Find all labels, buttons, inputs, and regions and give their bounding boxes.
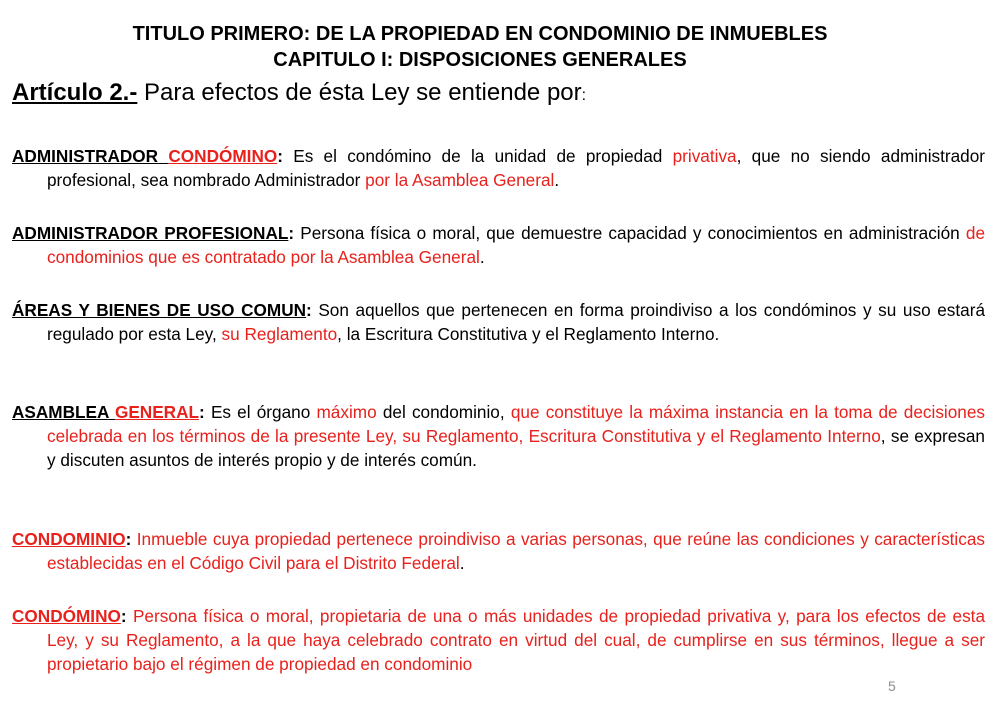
definition-text: Es el órgano [210,402,317,422]
definition-highlight: máximo [316,402,377,422]
definition-colon: : [125,529,137,549]
definition-colon: : [288,223,301,243]
definition-highlight: Inmueble cuya propiedad pertenece proindiviso a varias personas, que reúne las condiciones y características establecidas en el Código Civil para el Distrito Federal [47,529,985,573]
definition-text: del condominio, [376,402,511,422]
definition-highlight: por la Asamblea General [365,170,555,190]
definition-text: Es el condómino de la unidad de propiedad [293,146,673,166]
page-number: 5 [888,678,896,694]
title-line-2: CAPITULO I: DISPOSICIONES GENERALES [273,49,687,71]
definition-colon: : [277,146,294,166]
definition-highlight: que constituye la máxima instancia en la toma de decisiones celebrada en los términos de la presente Ley, su Reglamento, Escritura Constitutiva y el Reglamento Interno [47,402,985,446]
definition-colon: : [120,606,133,626]
title-line-1: TITULO PRIMERO: DE LA PROPIEDAD EN CONDOMINIO DE INMUEBLES [132,23,828,45]
definition-term: CONDOMINIO [12,529,126,549]
definition-highlight: de condominios que es contratado por la Asamblea General [47,223,985,267]
definition-administrador-profesional [12,221,985,269]
definition-highlight: privativa [672,146,737,166]
definition-term: ADMINISTRADOR [12,146,159,166]
definition-text: Persona física o moral, que demuestre capacidad y conocimientos en administración [300,223,966,243]
definition-text: , que no siendo administrador profesional, sea nombrado Administrador [47,146,985,190]
article-colon: : [581,87,587,104]
definition-colon: : [306,300,319,320]
definition-term-gap [158,146,168,166]
definition-administrador-condomino [12,144,985,192]
definition-term-highlight: GENERAL [114,402,200,422]
article-heading [12,78,942,111]
definition-text: . [554,170,560,190]
definition-text: . [459,553,465,573]
definition-areas-bienes-uso-comun [12,298,985,346]
definition-text: . [479,247,485,267]
definition-asamblea-general [12,400,985,472]
definition-highlight: Persona física o moral, propietaria de una o más unidades de propiedad privativa y, para los efectos de esta Ley, y su Reglamento, a la que haya celebrado contrato en virtud del cual, de cumplirse en sus términos, llegue a ser propietario bajo el régimen de propiedad en condominio [47,606,985,674]
definition-term: ADMINISTRADOR PROFESIONAL [12,223,289,243]
definition-colon: : [199,402,211,422]
definition-highlight: su Reglamento [221,324,338,344]
definition-term: CONDÓMINO [12,606,121,626]
definition-text: Son aquellos que pertenecen en forma proindiviso a los condóminos y su uso estará regulado por esta Ley, [47,300,985,344]
definition-term: ASAMBLEA [12,402,109,422]
article-number: Artículo 2.- [12,79,138,106]
definition-text: , se expresan y discuten asuntos de interés propio y de interés común. [47,426,985,470]
definition-condominio [12,527,985,575]
definition-term-highlight: CONDÓMINO [168,146,278,166]
article-intro: Para efectos de ésta Ley se entiende por [137,79,582,106]
definition-term: ÁREAS Y BIENES DE USO COMUN [12,300,307,320]
definition-condomino [12,604,985,676]
definition-text: , la Escritura Constitutiva y el Reglamento Interno. [337,324,720,344]
